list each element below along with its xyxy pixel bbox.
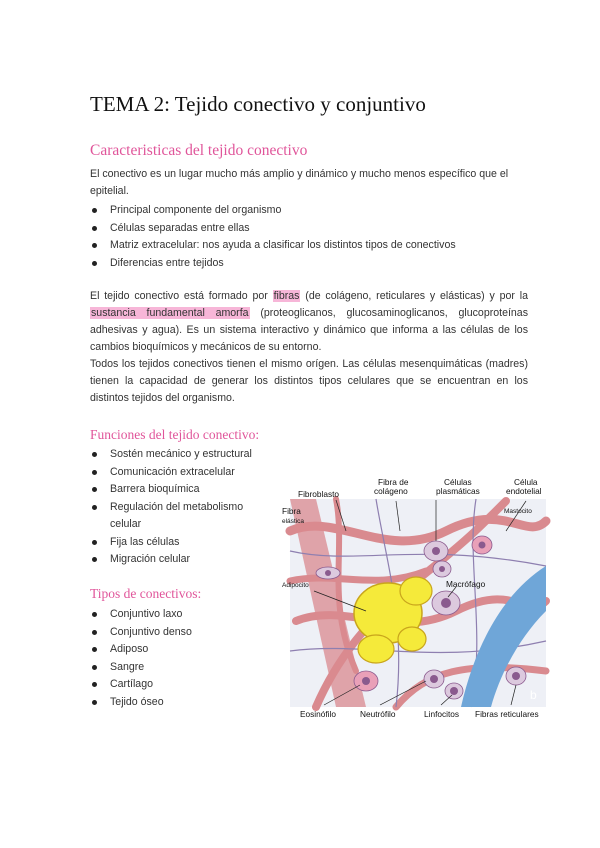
characteristics-list [90,202,520,272]
label-macrofago: Macrófago [446,579,486,589]
list-item: Fija las células [90,534,270,552]
label-linfocitos: Linfocitos [424,709,460,719]
list-item: Tejido óseo [90,694,270,712]
label-celulas-plasmaticas-1: Células [444,477,472,487]
list-item: Barrera bioquímica [90,481,270,499]
label-fibra-colageno-2: colágeno [374,486,408,496]
label-adipocito: Adipocito [282,582,309,589]
list-item: Células separadas entre ellas [90,220,520,238]
list-item: Comunicación extracelular [90,464,270,482]
label-eosinofilo: Eosinófilo [300,709,336,719]
composition-paragraph [90,288,528,356]
list-item: Sangre [90,659,270,677]
paragraph-text: (proteoglicanos, glucosaminoglicanos, glucoproteínas adhesivas y agua). Es un sistema interactivo y dinámico que informa a las células de los cambios bioquímicos y mecánicos de su entorno. [90,307,528,353]
section-heading-types: Tipos de conectivos: [90,586,202,601]
label-fibra-colageno-1: Fibra de [378,477,409,487]
connective-tissue-illustration [276,471,552,719]
paragraph-text: El tejido conectivo está formado por [90,290,273,302]
list-item: Conjuntivo laxo [90,606,270,624]
list-item: Sostén mecánico y estructural [90,446,270,464]
list-item: Principal componente del organismo [90,202,520,220]
intro-paragraph: El conectivo es un lugar mucho más amplio y dinámico y mucho menos específico que el epitelial. [90,168,509,197]
label-neutrofilo: Neutrófilo [360,709,396,719]
label-celulas-plasmaticas-2: plasmáticas [436,486,480,496]
paragraph-text: (de colágeno, reticulares y elásticas) y por la [300,290,528,302]
label-celula-endotelial-1: Célula [514,477,538,487]
section-heading-characteristics: Caracteristicas del tejido conectivo [90,142,308,159]
list-item: Diferencias entre tejidos [90,255,520,273]
list-item: Adiposo [90,641,270,659]
list-item: Matriz extracelular: nos ayuda a clasificar los distintos tipos de conectivos [90,237,520,255]
label-celula-endotelial-2: endotelial [506,486,542,496]
label-fibra-elastica-2: elástica [282,518,305,525]
types-list [90,606,270,711]
list-item: Cartílago [90,676,270,694]
label-fibroblasto: Fibroblasto [298,489,340,499]
list-item: Conjuntivo denso [90,624,270,642]
list-item: Regulación del metabolismo celular [90,499,260,534]
functions-list [90,446,270,569]
origin-paragraph: Todos los tejidos conectivos tienen el mismo orígen. Las células mesenquimáticas (madres) tienen la capacidad de generar los distintos tipos celulares que se encuentran en los distintos tejidos del organismo. [90,358,528,404]
section-heading-functions: Funciones del tejido conectivo: [90,427,260,442]
label-fibras-reticulares: Fibras reticulares [475,709,539,719]
highlight-sustancia-fundamental: sustancia fundamental amorfa [91,307,249,319]
label-mastocito: Mastocito [504,508,532,515]
panel-letter: b [530,688,537,702]
page-title: TEMA 2: Tejido conectivo y conjuntivo [90,92,426,116]
highlight-fibras: fibras [273,290,300,302]
label-fibra-elastica-1: Fibra [282,506,301,516]
list-item: Migración celular [90,551,270,569]
